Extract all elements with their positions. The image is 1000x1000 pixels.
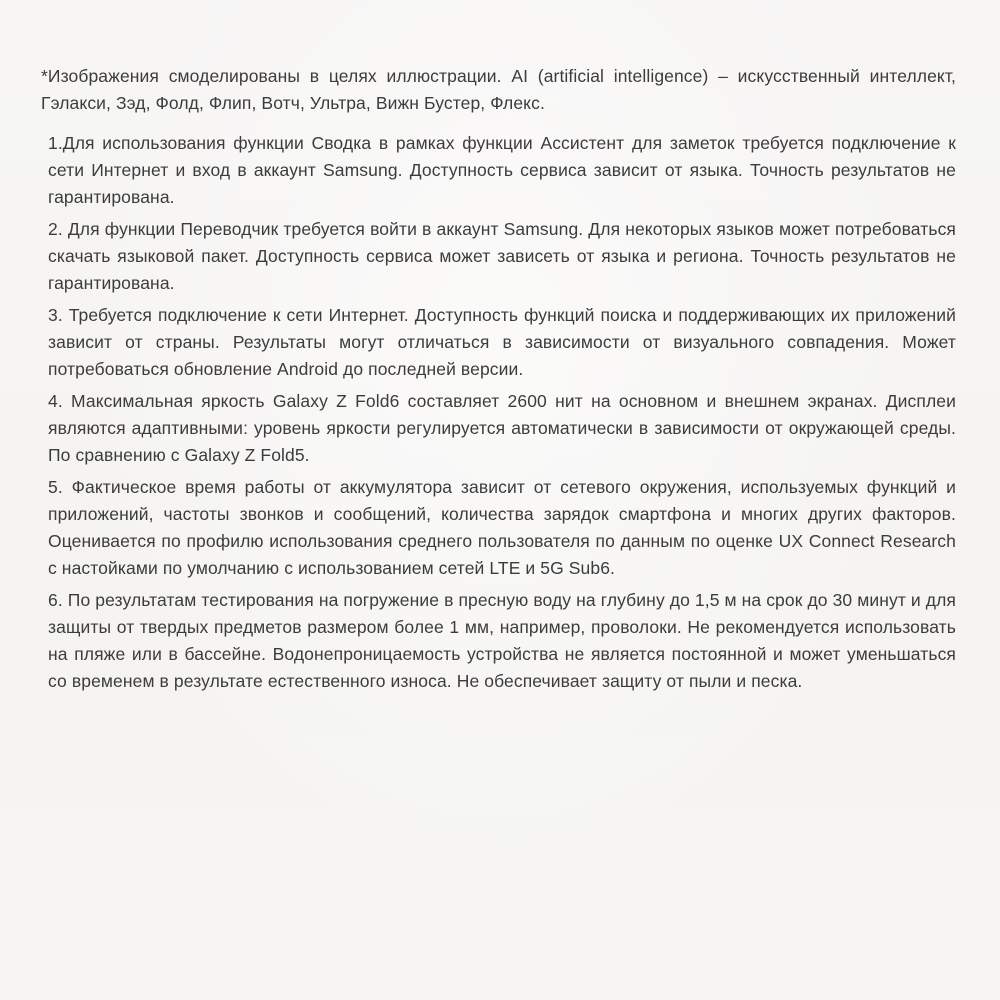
footnotes-section [41,63,956,700]
footnote-list [41,130,956,695]
footnote-item-3: 3. Требуется подключение к сети Интернет. Доступность функций поиска и поддерживающих их приложений зависит от страны. Результаты могут отличаться в зависимости от визуального совпадения. Может потребоваться обновление Android до последней версии. [48,305,956,379]
footnote-item-6: 6. По результатам тестирования на погружение в пресную воду на глубину до 1,5 м на срок до 30 минут и для защиты от твердых предметов размером более 1 мм, например, проволоки. Не рекомендуется использовать на пляже или в бассейне. Водонепроницаемость устройства не является постоянной и может уменьшаться со временем в результате естественного износа. Не обеспечивает защиту от пыли и песка. [48,590,956,691]
footnote-item-2: 2. Для функции Переводчик требуется войти в аккаунт Samsung. Для некоторых языков может потребоваться скачать языковой пакет. Доступность сервиса может зависеть от языка и региона. Точность результатов не гарантирована. [48,219,956,293]
footnote-item-5: 5. Фактическое время работы от аккумулятора зависит от сетевого окружения, используемых функций и приложений, частоты звонков и сообщений, количества зарядок смартфона и многих других факторов. Оценивается по профилю использования среднего пользователя по данным по оценке UX Connect Research с настойками по умолчанию с использованием сетей LTE и 5G Sub6. [48,477,956,578]
footnote-item-4: 4. Максимальная яркость Galaxy Z Fold6 составляет 2600 нит на основном и внешнем экранах. Дисплеи являются адаптивными: уровень яркости регулируется автоматически в зависимости от окружающей среды. По сравнению с Galaxy Z Fold5. [48,391,956,465]
footnote-item-1: 1.Для использования функции Сводка в рамках функции Ассистент для заметок требуется подключение к сети Интернет и вход в аккаунт Samsung. Доступность сервиса зависит от языка. Точность результатов не гарантирована. [48,133,956,207]
disclaimer-intro: *Изображения смоделированы в целях иллюстрации. AI (artificial intelligence) – искусственный интеллект, Гэлакси, Зэд, Фолд, Флип, Вотч, Ультра, Вижн Бустер, Флекс. [41,66,956,113]
